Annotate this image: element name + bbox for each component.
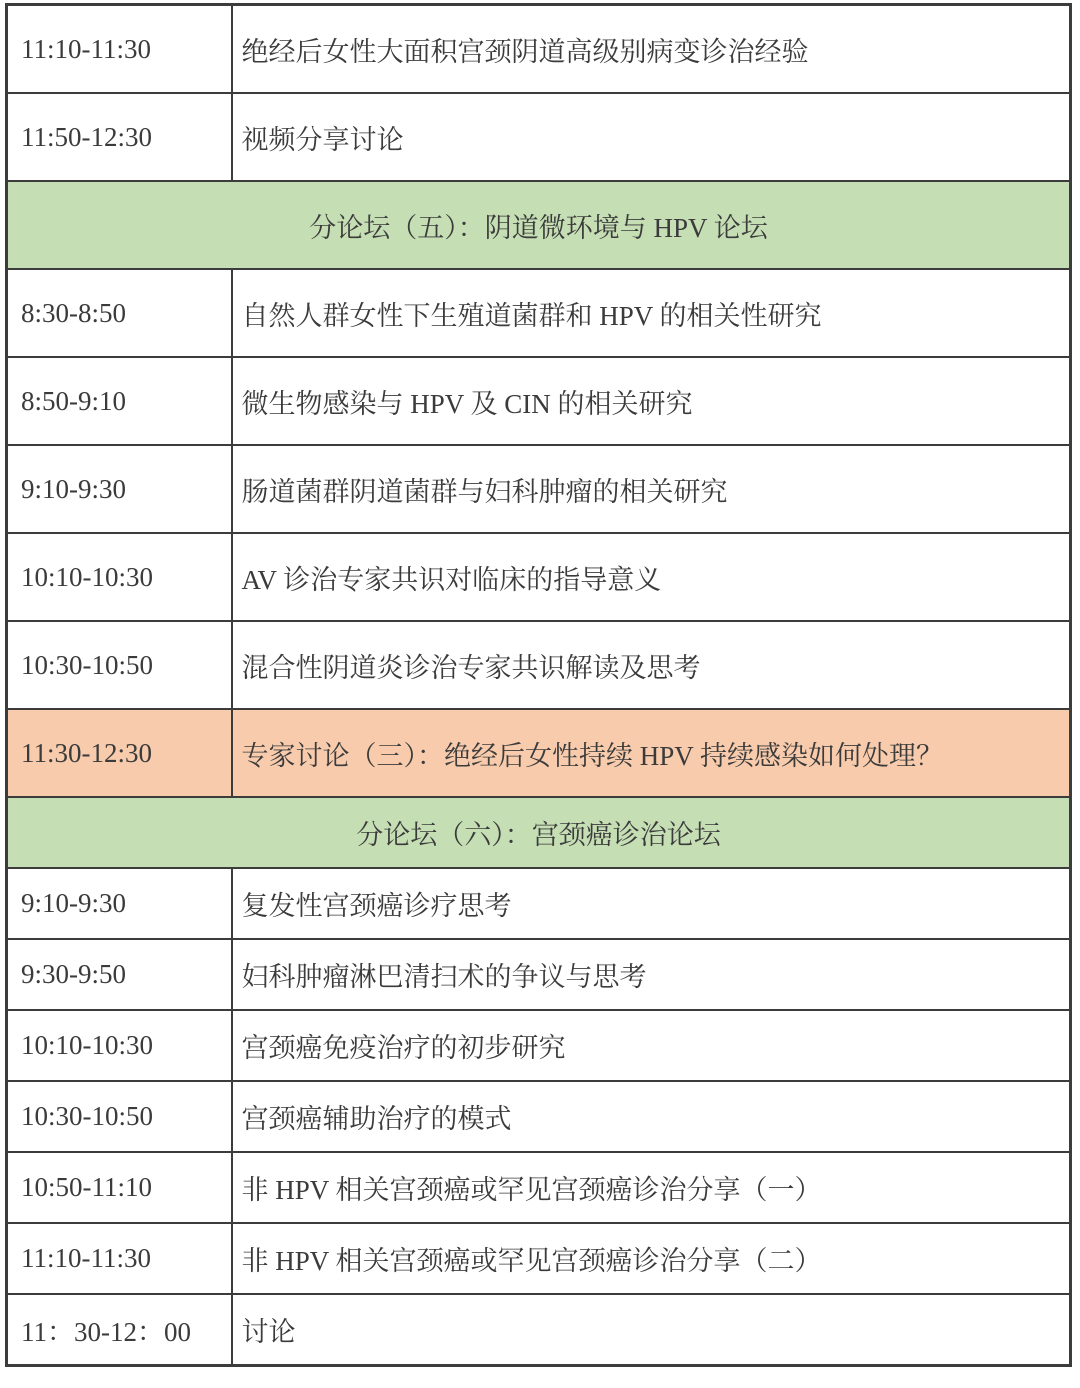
session-title: 绝经后女性大面积宫颈阴道高级别病变诊治经验 [232,5,1071,94]
session-row [7,533,1071,621]
schedule-table [5,3,1072,1367]
session-time: 10:30-10:50 [7,1081,232,1152]
session-time: 9:10-9:30 [7,868,232,939]
session-row [7,939,1071,1010]
session-time: 8:30-8:50 [7,269,232,357]
session-title: 非 HPV 相关宫颈癌或罕见宫颈癌诊治分享（一） [232,1152,1071,1223]
session-title: 专家讨论（三）：绝经后女性持续 HPV 持续感染如何处理？ [232,709,1071,797]
forum-header-title: 分论坛（六）：宫颈癌诊治论坛 [7,797,1071,868]
session-title: 混合性阴道炎诊治专家共识解读及思考 [232,621,1071,709]
session-title: AV 诊治专家共识对临床的指导意义 [232,533,1071,621]
session-row [7,1010,1071,1081]
session-time: 11:50-12:30 [7,93,232,181]
session-time: 10:10-10:30 [7,1010,232,1081]
highlight-session-row [7,709,1071,797]
session-time: 10:10-10:30 [7,533,232,621]
session-time: 11:30-12:30 [7,709,232,797]
session-row [7,868,1071,939]
forum-header-row [7,797,1071,868]
session-time: 9:10-9:30 [7,445,232,533]
session-time: 10:50-11:10 [7,1152,232,1223]
session-time: 11:10-11:30 [7,1223,232,1294]
session-row [7,5,1071,94]
session-row [7,1152,1071,1223]
session-row [7,93,1071,181]
session-row [7,445,1071,533]
session-time: 8:50-9:10 [7,357,232,445]
schedule-rows [7,5,1071,1366]
session-row [7,357,1071,445]
session-time: 10:30-10:50 [7,621,232,709]
session-title: 宫颈癌免疫治疗的初步研究 [232,1010,1071,1081]
session-time: 11：30-12：00 [7,1294,232,1366]
session-row [7,1081,1071,1152]
session-time: 9:30-9:50 [7,939,232,1010]
session-title: 视频分享讨论 [232,93,1071,181]
session-row [7,1294,1071,1366]
session-row [7,269,1071,357]
session-title: 讨论 [232,1294,1071,1366]
session-title: 宫颈癌辅助治疗的模式 [232,1081,1071,1152]
session-title: 微生物感染与 HPV 及 CIN 的相关研究 [232,357,1071,445]
forum-header-title: 分论坛（五）：阴道微环境与 HPV 论坛 [7,181,1071,269]
session-title: 妇科肿瘤淋巴清扫术的争议与思考 [232,939,1071,1010]
session-title: 肠道菌群阴道菌群与妇科肿瘤的相关研究 [232,445,1071,533]
session-title: 非 HPV 相关宫颈癌或罕见宫颈癌诊治分享（二） [232,1223,1071,1294]
session-row [7,1223,1071,1294]
forum-header-row [7,181,1071,269]
session-time: 11:10-11:30 [7,5,232,94]
session-title: 复发性宫颈癌诊疗思考 [232,868,1071,939]
session-row [7,621,1071,709]
session-title: 自然人群女性下生殖道菌群和 HPV 的相关性研究 [232,269,1071,357]
